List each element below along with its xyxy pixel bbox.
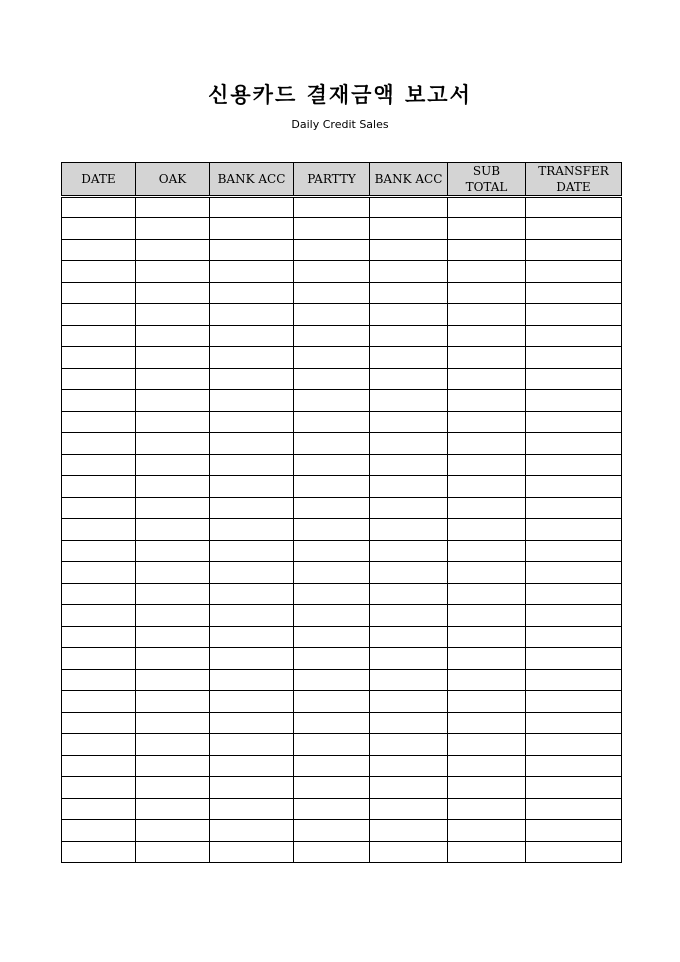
table-cell-partty[interactable] [294,304,370,326]
table-cell-bank-acc-2[interactable] [370,734,448,756]
transfer-date-line-2: DATE [556,180,591,194]
table-row [62,433,622,455]
table-cell-date[interactable] [62,497,136,519]
table-cell-date[interactable] [62,368,136,390]
table-cell-date[interactable] [62,454,136,476]
table-cell-transfer-date[interactable] [526,476,622,498]
table-row [62,648,622,670]
table-cell-bank-acc-2[interactable] [370,798,448,820]
table-cell-bank-acc-1[interactable] [210,669,294,691]
table-row [62,368,622,390]
table-cell-sub-total[interactable] [448,562,526,584]
table-row [62,304,622,326]
table-cell-bank-acc-1[interactable] [210,325,294,347]
table-cell-partty[interactable] [294,648,370,670]
table-row [62,626,622,648]
table-cell-partty[interactable] [294,519,370,541]
sub-total-line-1: SUB [472,164,501,178]
table-cell-oak[interactable] [136,368,210,390]
table-cell-bank-acc-1[interactable] [210,755,294,777]
table-cell-oak[interactable] [136,583,210,605]
column-header-sub-total [448,163,526,197]
table-cell-bank-acc-2[interactable] [370,648,448,670]
table-cell-bank-acc-1[interactable] [210,540,294,562]
table-cell-date[interactable] [62,433,136,455]
table-cell-partty[interactable] [294,777,370,799]
table-cell-partty[interactable] [294,390,370,412]
table-cell-transfer-date[interactable] [526,454,622,476]
table-cell-partty[interactable] [294,605,370,627]
table-cell-date[interactable] [62,390,136,412]
table-cell-partty[interactable] [294,368,370,390]
table-cell-transfer-date[interactable] [526,239,622,261]
table-cell-sub-total[interactable] [448,433,526,455]
table-row [62,755,622,777]
table-cell-bank-acc-2[interactable] [370,626,448,648]
table-cell-sub-total[interactable] [448,583,526,605]
table-cell-bank-acc-1[interactable] [210,777,294,799]
table-row [62,454,622,476]
table-row [62,519,622,541]
table-cell-transfer-date[interactable] [526,261,622,283]
table-cell-date[interactable] [62,218,136,240]
table-row [62,583,622,605]
table-cell-sub-total[interactable] [448,519,526,541]
table-cell-transfer-date[interactable] [526,583,622,605]
table-cell-sub-total[interactable] [448,691,526,713]
table-cell-transfer-date[interactable] [526,497,622,519]
table-cell-bank-acc-2[interactable] [370,197,448,218]
table-cell-transfer-date[interactable] [526,304,622,326]
table-cell-bank-acc-1[interactable] [210,626,294,648]
table-cell-date[interactable] [62,712,136,734]
table-cell-transfer-date[interactable] [526,798,622,820]
document-subtitle: Daily Credit Sales [291,118,389,131]
table-cell-sub-total[interactable] [448,454,526,476]
table-cell-bank-acc-1[interactable] [210,239,294,261]
table-cell-sub-total[interactable] [448,669,526,691]
table-cell-bank-acc-2[interactable] [370,304,448,326]
table-cell-bank-acc-2[interactable] [370,691,448,713]
table-row [62,197,622,218]
table-cell-bank-acc-2[interactable] [370,218,448,240]
table-cell-sub-total[interactable] [448,798,526,820]
table-cell-oak[interactable] [136,304,210,326]
table-cell-oak[interactable] [136,197,210,218]
table-cell-sub-total[interactable] [448,368,526,390]
table-cell-bank-acc-2[interactable] [370,519,448,541]
table-cell-sub-total[interactable] [448,648,526,670]
table-row [62,540,622,562]
table-cell-date[interactable] [62,820,136,842]
table-cell-partty[interactable] [294,712,370,734]
table-cell-bank-acc-1[interactable] [210,841,294,863]
table-cell-bank-acc-1[interactable] [210,454,294,476]
table-cell-partty[interactable] [294,497,370,519]
table-cell-bank-acc-1[interactable] [210,390,294,412]
table-cell-oak[interactable] [136,519,210,541]
table-row [62,605,622,627]
sub-total-line-2: TOTAL [465,180,508,194]
table-cell-date[interactable] [62,562,136,584]
table-cell-partty[interactable] [294,691,370,713]
table-cell-bank-acc-1[interactable] [210,433,294,455]
table-cell-bank-acc-2[interactable] [370,562,448,584]
table-cell-bank-acc-1[interactable] [210,519,294,541]
table-cell-sub-total[interactable] [448,239,526,261]
table-cell-sub-total[interactable] [448,347,526,369]
column-header-transfer-date [526,163,622,197]
table-cell-oak[interactable] [136,820,210,842]
table-cell-date[interactable] [62,691,136,713]
table-cell-bank-acc-1[interactable] [210,648,294,670]
table-cell-date[interactable] [62,841,136,863]
table-cell-partty[interactable] [294,820,370,842]
table-cell-bank-acc-1[interactable] [210,261,294,283]
table-cell-bank-acc-2[interactable] [370,476,448,498]
table-row [62,562,622,584]
table-cell-date[interactable] [62,626,136,648]
table-cell-bank-acc-2[interactable] [370,433,448,455]
table-cell-partty[interactable] [294,411,370,433]
table-cell-transfer-date[interactable] [526,411,622,433]
table-cell-transfer-date[interactable] [526,777,622,799]
table-cell-bank-acc-1[interactable] [210,197,294,218]
table-cell-date[interactable] [62,476,136,498]
table-cell-transfer-date[interactable] [526,562,622,584]
table-cell-date[interactable] [62,583,136,605]
table-cell-partty[interactable] [294,798,370,820]
table-cell-oak[interactable] [136,798,210,820]
table-cell-sub-total[interactable] [448,411,526,433]
table-cell-sub-total[interactable] [448,218,526,240]
table-cell-transfer-date[interactable] [526,669,622,691]
table-cell-bank-acc-1[interactable] [210,734,294,756]
table-row [62,777,622,799]
table-row [62,798,622,820]
table-cell-transfer-date[interactable] [526,390,622,412]
table-row [62,325,622,347]
table-cell-transfer-date[interactable] [526,734,622,756]
table-cell-bank-acc-2[interactable] [370,325,448,347]
table-cell-bank-acc-2[interactable] [370,368,448,390]
document-title: 신용카드 결재금액 보고서 [208,82,472,107]
table-cell-sub-total[interactable] [448,390,526,412]
table-row [62,411,622,433]
table-row [62,734,622,756]
table-cell-transfer-date[interactable] [526,433,622,455]
table-cell-bank-acc-1[interactable] [210,691,294,713]
table-cell-date[interactable] [62,648,136,670]
table-cell-transfer-date[interactable] [526,347,622,369]
table-cell-date[interactable] [62,798,136,820]
table-cell-oak[interactable] [136,347,210,369]
table-cell-transfer-date[interactable] [526,648,622,670]
table-cell-bank-acc-2[interactable] [370,411,448,433]
table-cell-oak[interactable] [136,433,210,455]
table-cell-transfer-date[interactable] [526,712,622,734]
table-row [62,261,622,283]
table-row [62,497,622,519]
table-cell-transfer-date[interactable] [526,368,622,390]
table-cell-sub-total[interactable] [448,734,526,756]
table-cell-bank-acc-2[interactable] [370,282,448,304]
column-header-partty: PARTTY [294,163,370,197]
table-cell-partty[interactable] [294,562,370,584]
table-cell-oak[interactable] [136,648,210,670]
table-cell-date[interactable] [62,734,136,756]
table-cell-bank-acc-2[interactable] [370,712,448,734]
table-cell-bank-acc-1[interactable] [210,411,294,433]
table-cell-bank-acc-1[interactable] [210,218,294,240]
table-cell-oak[interactable] [136,777,210,799]
table-cell-sub-total[interactable] [448,282,526,304]
table-cell-partty[interactable] [294,433,370,455]
table-cell-bank-acc-2[interactable] [370,454,448,476]
table-cell-oak[interactable] [136,218,210,240]
table-cell-partty[interactable] [294,583,370,605]
table-cell-bank-acc-1[interactable] [210,497,294,519]
table-row [62,282,622,304]
table-cell-sub-total[interactable] [448,712,526,734]
table-cell-date[interactable] [62,325,136,347]
table-cell-transfer-date[interactable] [526,197,622,218]
table-cell-date[interactable] [62,304,136,326]
table-cell-oak[interactable] [136,691,210,713]
table-cell-transfer-date[interactable] [526,519,622,541]
table-cell-oak[interactable] [136,497,210,519]
table-cell-oak[interactable] [136,239,210,261]
table-cell-bank-acc-1[interactable] [210,583,294,605]
table-cell-transfer-date[interactable] [526,605,622,627]
table-cell-bank-acc-1[interactable] [210,820,294,842]
table-cell-partty[interactable] [294,325,370,347]
table-cell-bank-acc-2[interactable] [370,347,448,369]
table-cell-date[interactable] [62,347,136,369]
table-cell-partty[interactable] [294,454,370,476]
table-cell-oak[interactable] [136,325,210,347]
table-cell-sub-total[interactable] [448,497,526,519]
table-cell-bank-acc-1[interactable] [210,476,294,498]
table-cell-bank-acc-2[interactable] [370,820,448,842]
table-cell-bank-acc-2[interactable] [370,777,448,799]
table-cell-sub-total[interactable] [448,476,526,498]
table-cell-sub-total[interactable] [448,304,526,326]
table-cell-sub-total[interactable] [448,626,526,648]
table-cell-oak[interactable] [136,282,210,304]
table-cell-oak[interactable] [136,261,210,283]
table-cell-date[interactable] [62,605,136,627]
table-cell-date[interactable] [62,239,136,261]
table-row [62,347,622,369]
column-header-date: DATE [62,163,136,197]
table-cell-oak[interactable] [136,712,210,734]
table-cell-partty[interactable] [294,347,370,369]
table-cell-oak[interactable] [136,562,210,584]
table-cell-date[interactable] [62,411,136,433]
table-row [62,841,622,863]
table-cell-bank-acc-2[interactable] [370,605,448,627]
table-cell-oak[interactable] [136,540,210,562]
table-cell-partty[interactable] [294,239,370,261]
table-cell-sub-total[interactable] [448,325,526,347]
table-cell-partty[interactable] [294,261,370,283]
table-cell-oak[interactable] [136,605,210,627]
table-cell-partty[interactable] [294,197,370,218]
table-cell-sub-total[interactable] [448,540,526,562]
table-body [62,197,622,863]
column-header-bank-acc-2: BANK ACC [370,163,448,197]
table-cell-bank-acc-1[interactable] [210,347,294,369]
table-cell-oak[interactable] [136,454,210,476]
table-cell-date[interactable] [62,197,136,218]
table-cell-date[interactable] [62,261,136,283]
table-cell-partty[interactable] [294,626,370,648]
table-cell-transfer-date[interactable] [526,626,622,648]
table-cell-partty[interactable] [294,218,370,240]
table-cell-bank-acc-1[interactable] [210,712,294,734]
table-row [62,669,622,691]
table-cell-sub-total[interactable] [448,197,526,218]
table-cell-bank-acc-2[interactable] [370,390,448,412]
table-cell-oak[interactable] [136,669,210,691]
table-row [62,820,622,842]
table-cell-sub-total[interactable] [448,841,526,863]
transfer-date-line-1: TRANSFER [538,164,609,178]
table-cell-transfer-date[interactable] [526,325,622,347]
header-row [62,163,622,197]
table-cell-sub-total[interactable] [448,820,526,842]
table-cell-sub-total[interactable] [448,605,526,627]
table-cell-partty[interactable] [294,755,370,777]
table-cell-date[interactable] [62,669,136,691]
table-cell-oak[interactable] [136,626,210,648]
table-cell-bank-acc-2[interactable] [370,239,448,261]
table-cell-oak[interactable] [136,390,210,412]
table-cell-bank-acc-2[interactable] [370,540,448,562]
table-cell-bank-acc-2[interactable] [370,497,448,519]
column-header-bank-acc: BANK ACC [210,163,294,197]
table-cell-oak[interactable] [136,755,210,777]
table-cell-bank-acc-1[interactable] [210,562,294,584]
table-cell-bank-acc-2[interactable] [370,755,448,777]
table-cell-sub-total[interactable] [448,261,526,283]
table-cell-date[interactable] [62,540,136,562]
table-cell-date[interactable] [62,519,136,541]
table-cell-transfer-date[interactable] [526,841,622,863]
table-cell-partty[interactable] [294,282,370,304]
table-cell-transfer-date[interactable] [526,755,622,777]
table-cell-bank-acc-1[interactable] [210,798,294,820]
table-cell-bank-acc-1[interactable] [210,605,294,627]
table-cell-bank-acc-2[interactable] [370,583,448,605]
table-cell-partty[interactable] [294,841,370,863]
table-cell-bank-acc-2[interactable] [370,841,448,863]
table-cell-bank-acc-2[interactable] [370,261,448,283]
table-cell-partty[interactable] [294,540,370,562]
table-cell-partty[interactable] [294,734,370,756]
table-cell-oak[interactable] [136,841,210,863]
table-cell-bank-acc-2[interactable] [370,669,448,691]
table-cell-transfer-date[interactable] [526,820,622,842]
table-row [62,218,622,240]
table-row [62,712,622,734]
table-cell-date[interactable] [62,282,136,304]
table-cell-sub-total[interactable] [448,755,526,777]
table-cell-transfer-date[interactable] [526,540,622,562]
table-cell-bank-acc-1[interactable] [210,368,294,390]
table-cell-partty[interactable] [294,476,370,498]
credit-sales-table [61,162,622,863]
table-cell-sub-total[interactable] [448,777,526,799]
table-row [62,476,622,498]
table-cell-transfer-date[interactable] [526,282,622,304]
table-cell-date[interactable] [62,777,136,799]
table-cell-partty[interactable] [294,669,370,691]
table-cell-bank-acc-1[interactable] [210,304,294,326]
table-cell-oak[interactable] [136,411,210,433]
column-header-oak: OAK [136,163,210,197]
table-row [62,390,622,412]
table-cell-bank-acc-1[interactable] [210,282,294,304]
table-cell-transfer-date[interactable] [526,691,622,713]
table-cell-date[interactable] [62,755,136,777]
table-row [62,239,622,261]
table-cell-oak[interactable] [136,734,210,756]
table-cell-oak[interactable] [136,476,210,498]
table-cell-transfer-date[interactable] [526,218,622,240]
table-row [62,691,622,713]
